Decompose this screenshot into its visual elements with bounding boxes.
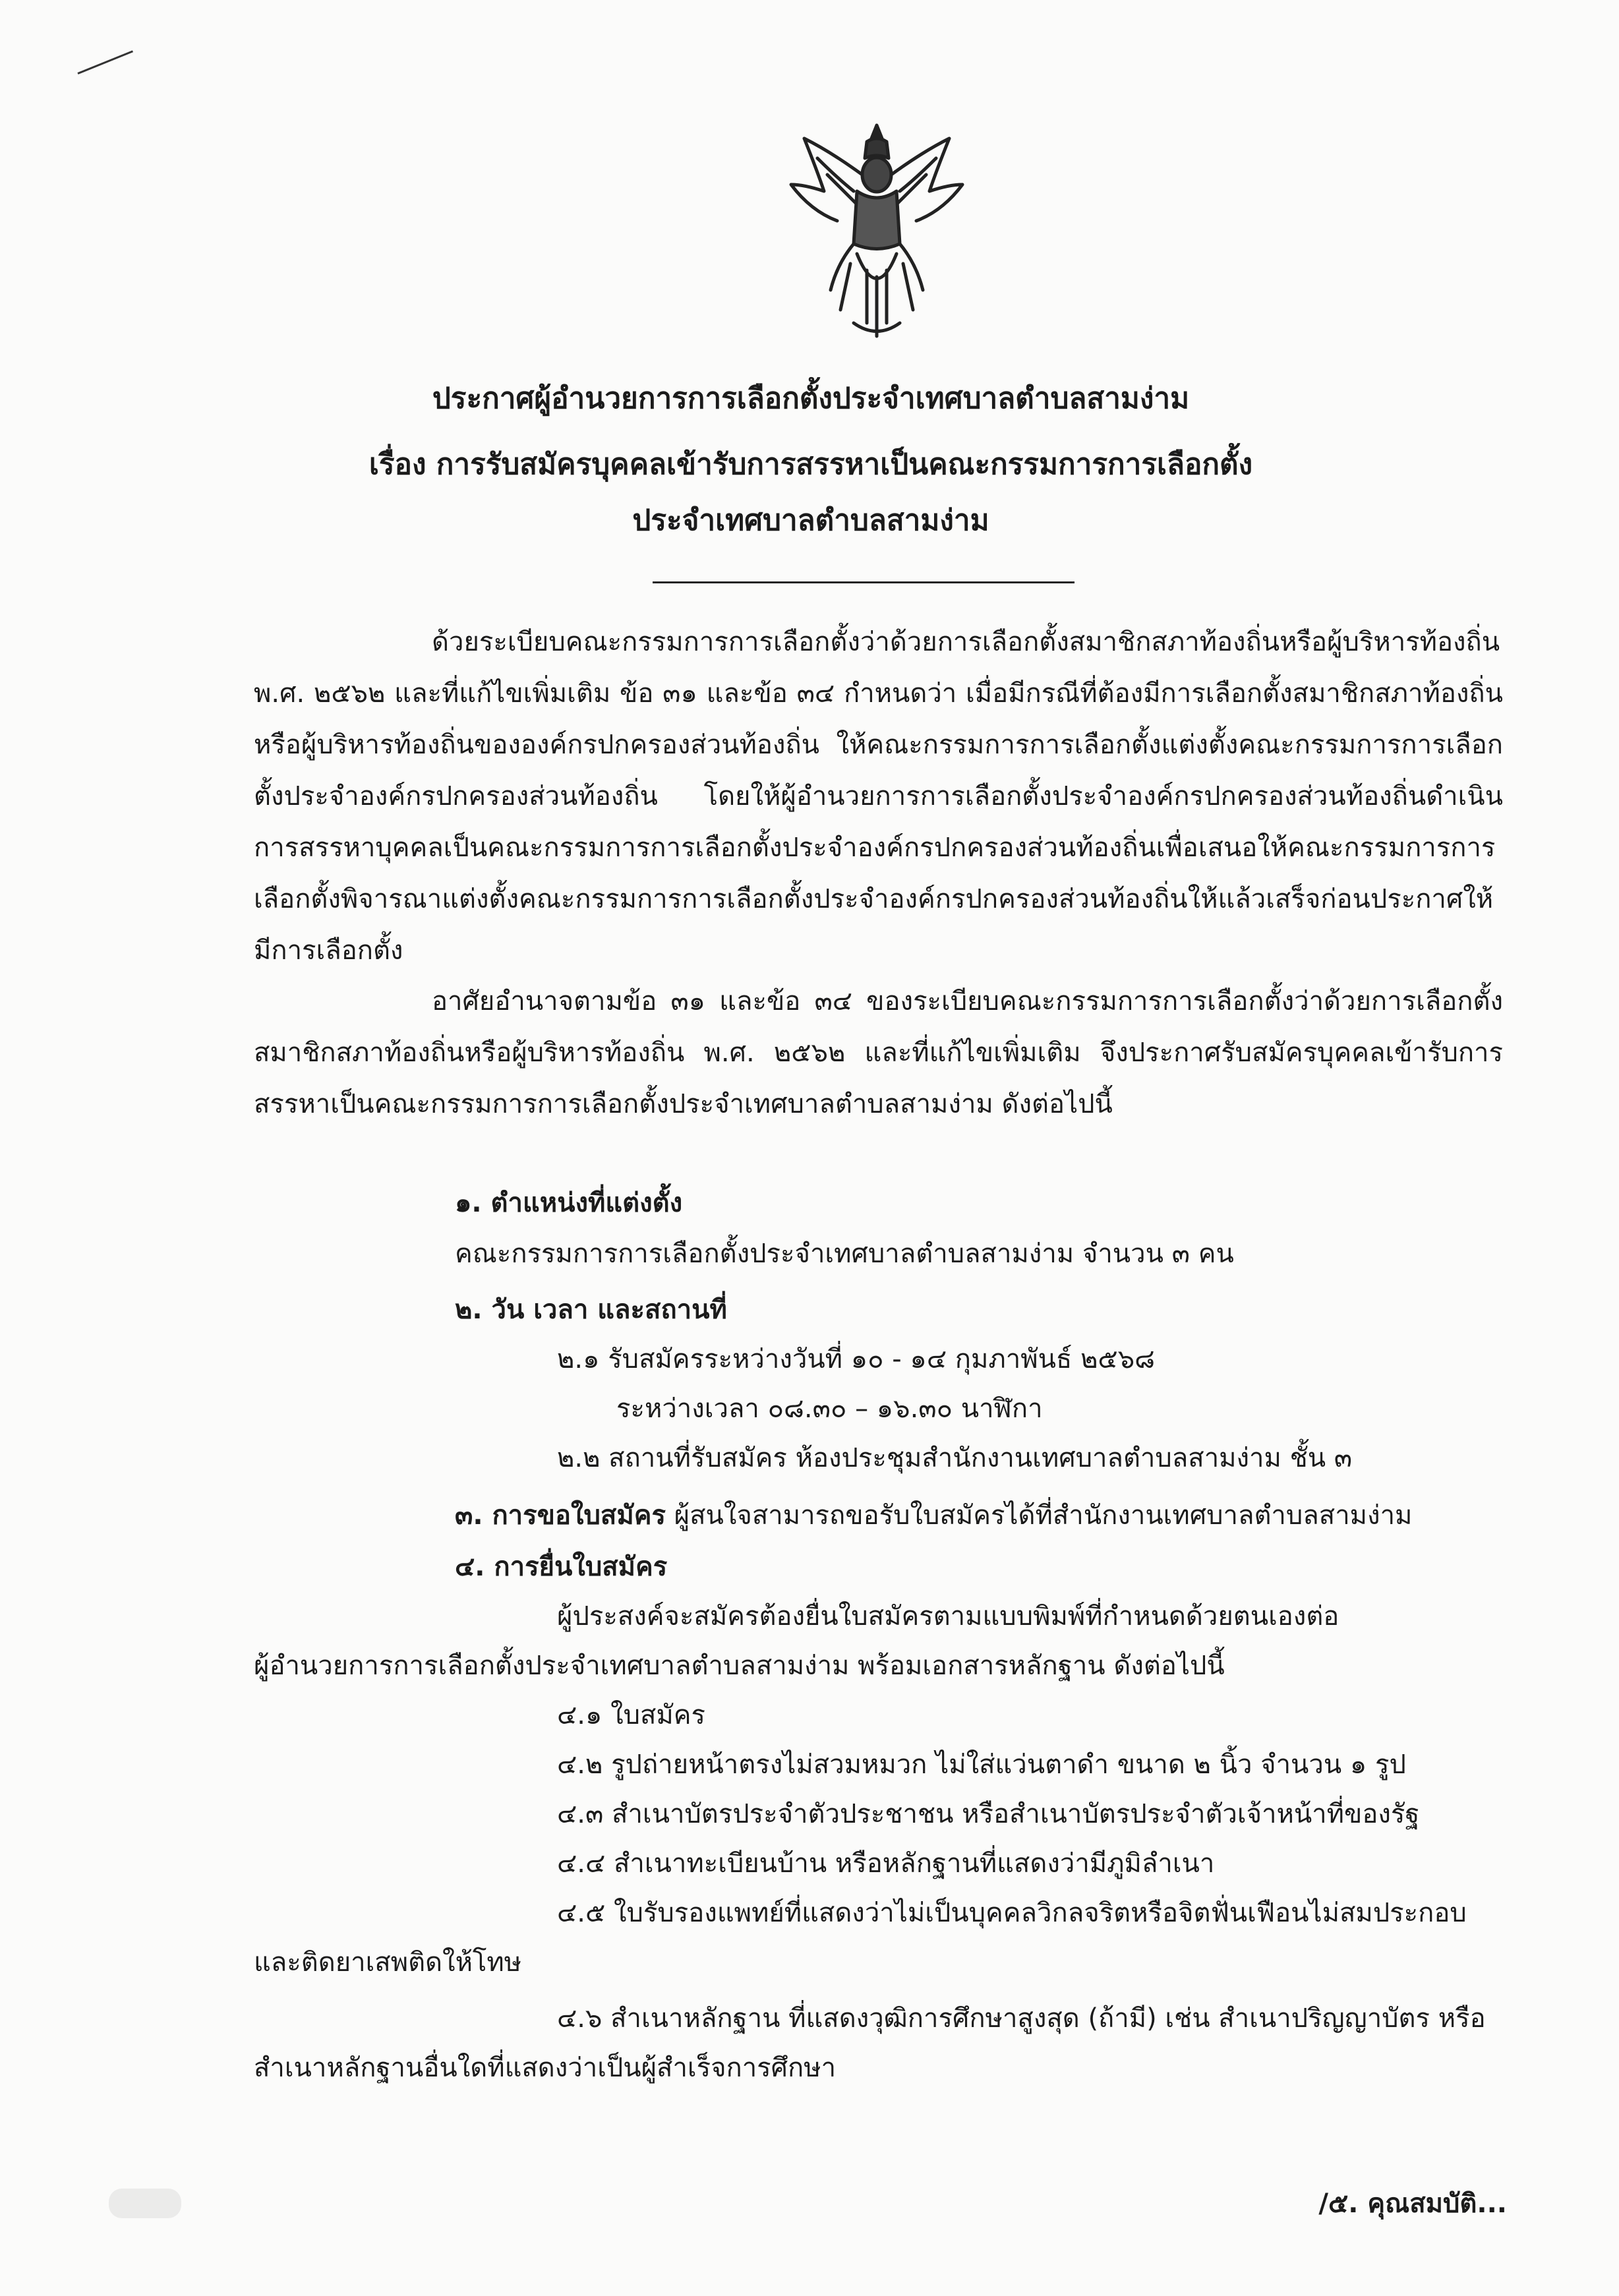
- section-2-heading: ๒. วัน เวลา และสถานที่: [455, 1295, 727, 1325]
- section-3-text: ผู้สนใจสามารถขอรับใบสมัครได้ที่สำนักงานเทศบาลตำบลสามง่าม: [674, 1500, 1413, 1531]
- intro-paragraph-2: [254, 976, 1503, 1130]
- intro-paragraph-1-text: ด้วยระเบียบคณะกรรมการการเลือกตั้งว่าด้วยการเลือกตั้งสมาชิกสภาท้องถิ่นหรือผู้บริหารท้องถิ่น พ.ศ. ๒๕๖๒ และที่แก้ไขเพิ่มเติม ข้อ ๓๑ และข้อ ๓๔ กำหนดว่า เมื่อมีกรณีที่ต้องมีการเลือกตั้งสมาชิกสภาท้องถิ่นหรือผู้บริหารท้องถิ่นขององค์กรปกครองส่วนท้องถิ่น ให้คณะกรรมการการเลือกตั้งแต่งตั้งคณะกรรมการการเลือกตั้งประจำองค์กรปกครองส่วนท้องถิ่น โดยให้ผู้อำนวยการการเลือกตั้งประจำองค์กรปกครองส่วนท้องถิ่นดำเนินการสรรหาบุคคลเป็นคณะกรรมการการเลือกตั้งประจำองค์กรปกครองส่วนท้องถิ่นเพื่อเสนอให้คณะกรรมการการเลือกตั้งพิจารณาแต่งตั้งคณะกรรมการการเลือกตั้งประจำองค์กรปกครองส่วนท้องถิ่นให้แล้วเสร็จก่อนประกาศให้มีการเลือกตั้ง: [254, 627, 1503, 966]
- section-4-intro-line1: ผู้ประสงค์จะสมัครต้องยื่นใบสมัครตามแบบพิมพ์ที่กำหนดด้วยตนเองต่อ: [557, 1601, 1339, 1632]
- section-4-item-6-cont: สำเนาหลักฐานอื่นใดที่แสดงว่าเป็นผู้สำเร็จการศึกษา: [254, 2053, 837, 2083]
- section-4-item-2: ๔.๒ รูปถ่ายหน้าตรงไม่สวมหมวก ไม่ใส่แว่นตาดำ ขนาด ๒ นิ้ว จำนวน ๑ รูป: [557, 1750, 1406, 1780]
- section-2-item-1: ๒.๑ รับสมัครระหว่างวันที่ ๑๐ - ๑๔ กุมภาพันธ์ ๒๕๖๘: [557, 1344, 1155, 1374]
- section-4-item-1: ๔.๑ ใบสมัคร: [557, 1700, 706, 1730]
- section-4-heading: ๔. การยื่นใบสมัคร: [455, 1552, 668, 1582]
- notice-title-line1: ประกาศผู้อำนวยการการเลือกตั้งประจำเทศบาลตำบลสามง่าม: [432, 382, 1190, 415]
- section-3: [455, 1498, 1412, 1533]
- section-4-item-3: ๔.๓ สำเนาบัตรประจำตัวประชาชน หรือสำเนาบัตรประจำตัวเจ้าหน้าที่ของรัฐ: [557, 1799, 1420, 1829]
- intro-paragraph-1: [254, 616, 1503, 976]
- notice-title-line3: ประจำเทศบาลตำบลสามง่าม: [632, 504, 989, 537]
- title-divider: [653, 581, 1074, 583]
- section-3-heading: ๓. การขอใบสมัคร: [455, 1500, 666, 1531]
- section-4-intro-line2: ผู้อำนวยการการเลือกตั้งประจำเทศบาลตำบลสามง่าม พร้อมเอกสารหลักฐาน ดังต่อไปนี้: [254, 1651, 1225, 1681]
- section-4-item-5-cont: และติดยาเสพติดให้โทษ: [254, 1947, 522, 1978]
- intro-paragraph-2-text: อาศัยอำนาจตามข้อ ๓๑ และข้อ ๓๔ ของระเบียบคณะกรรมการการเลือกตั้งว่าด้วยการเลือกตั้งสมาชิกสภาท้องถิ่นหรือผู้บริหารท้องถิ่น พ.ศ. ๒๕๖๒ และที่แก้ไขเพิ่มเติม จึงประกาศรับสมัครบุคคลเข้ารับการสรรหาเป็นคณะกรรมการการเลือกตั้งประจำเทศบาลตำบลสามง่าม ดังต่อไปนี้: [254, 986, 1503, 1119]
- section-2-item-2: ๒.๒ สถานที่รับสมัคร ห้องประชุมสำนักงานเทศบาลตำบลสามง่าม ชั้น ๓: [557, 1443, 1353, 1473]
- section-4-item-5: ๔.๕ ใบรับรองแพทย์ที่แสดงว่าไม่เป็นบุคคลวิกลจริตหรือจิตฟั่นเฟือนไม่สมประกอบ: [557, 1898, 1467, 1928]
- section-4-item-4: ๔.๔ สำเนาทะเบียนบ้าน หรือหลักฐานที่แสดงว่ามีภูมิลำเนา: [557, 1848, 1215, 1879]
- stamp-smudge: [109, 2189, 181, 2218]
- section-2-item-1-time: ระหว่างเวลา ๐๘.๓๐ – ๑๖.๓๐ นาฬิกา: [616, 1394, 1043, 1424]
- section-1-text: คณะกรรมการการเลือกตั้งประจำเทศบาลตำบลสามง่าม จำนวน ๓ คน: [455, 1239, 1234, 1269]
- next-page-continuation: /๕. คุณสมบัติ...: [1318, 2189, 1507, 2219]
- garuda-emblem-icon: [778, 112, 976, 349]
- section-1-heading: ๑. ตำแหน่งที่แต่งตั้ง: [455, 1188, 683, 1218]
- section-4-item-6: ๔.๖ สำเนาหลักฐาน ที่แสดงวุฒิการศึกษาสูงสุด (ถ้ามี) เช่น สำเนาปริญญาบัตร หรือ: [557, 2003, 1486, 2034]
- notice-title-line2: เรื่อง การรับสมัครบุคคลเข้ารับการสรรหาเป็นคณะกรรมการการเลือกตั้ง: [368, 448, 1253, 481]
- pen-mark: [77, 50, 133, 74]
